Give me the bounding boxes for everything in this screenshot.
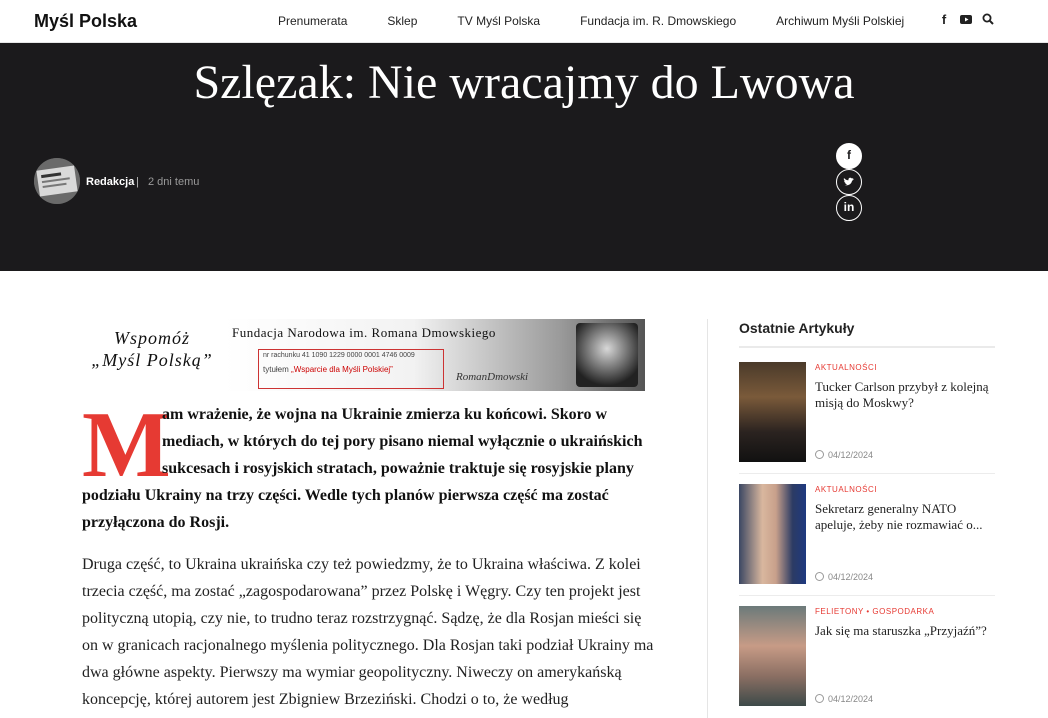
sidebar-article-thumbnail[interactable]: [739, 484, 806, 584]
banner-appeal-line2: „Myśl Polską”: [91, 350, 213, 370]
article-dropcap: M: [82, 393, 171, 497]
nav-item-sklep[interactable]: Sklep: [387, 14, 418, 28]
author-avatar[interactable]: [34, 158, 80, 204]
sidebar-title-rule: [739, 346, 995, 348]
sidebar-article-date-text: 04/12/2024: [828, 694, 874, 704]
nav-item-prenumerata[interactable]: Prenumerata: [278, 14, 348, 28]
body-line-4: on w granicach racjonalnego myślenia politycznego. Dla Rosjan taki podział Ukrainy ma: [82, 637, 654, 654]
body-line-1: Druga część, to Ukraina ukraińska czy też powiedzmy, że to Ukraina właściwa. Z kolei: [82, 556, 641, 573]
author-name[interactable]: Redakcja: [86, 176, 135, 188]
sidebar-article-card[interactable]: [739, 484, 995, 588]
sidebar-divider: [707, 319, 708, 718]
facebook-icon[interactable]: f: [941, 12, 947, 27]
sidebar-card-divider: [739, 473, 995, 474]
banner-signature: RomanDmowski: [456, 371, 529, 383]
share-linkedin-button[interactable]: in: [836, 195, 862, 221]
lead-line-3: sukcesach i rosyjskich stratach, poważnie traktuje się rosyjskie plany: [162, 460, 634, 477]
site-logo[interactable]: Myśl Polska: [34, 11, 138, 31]
body-line-6: koncepcję, której autorem jest Zbigniew Brzeziński. Chodzi o to, że według: [82, 691, 569, 708]
banner-appeal-line1: Wspomóż: [113, 328, 190, 348]
share-twitter-button[interactable]: [836, 169, 862, 195]
donation-banner[interactable]: [82, 319, 645, 391]
banner-account-number: nr rachunku 41 1090 1229 0000 0001 4746 0009: [263, 352, 415, 359]
banner-account-box: [258, 349, 444, 389]
lead-line-1: am wrażenie, że wojna na Ukrainie zmierza ku końcowi. Skoro w: [162, 406, 607, 423]
nav-item-archiwum[interactable]: Archiwum Myśli Polskiej: [776, 14, 905, 28]
main-nav: [278, 14, 944, 28]
body-line-2: trzecia część, ma zostać „zagospodarowana” przez Polskę i Węgry. Czy ten projekt jest: [82, 583, 641, 600]
body-line-5: dwa główne aspekty. Pierwszy ma wymiar geopolityczny. Niweczy on amerykańską: [82, 664, 622, 681]
banner-title-label: tytułem: [263, 365, 289, 374]
sidebar-article-card[interactable]: [739, 606, 995, 710]
sidebar-article-category[interactable]: AKTUALNOŚCI: [815, 363, 877, 372]
sidebar-article-date-text: 04/12/2024: [828, 450, 874, 460]
sidebar-article-thumbnail[interactable]: [739, 606, 806, 706]
banner-title-line: [263, 365, 439, 374]
body-line-3: polityczną utopią, czy nie, to trudno teraz rozstrzygnąć. Sądzę, że dla Rosjan mieści się: [82, 610, 642, 627]
sidebar-article-category[interactable]: FELIETONY • GOSPODARKA: [815, 607, 935, 616]
clock-icon: [815, 694, 824, 703]
sidebar-article-title[interactable]: Sekretarz generalny NATO apeluje, żeby nie rozmawiać o...: [815, 501, 983, 532]
nav-item-tv[interactable]: TV Myśl Polska: [457, 14, 541, 28]
article-date: 2 dni temu: [148, 176, 200, 188]
meta-separator: |: [136, 176, 139, 188]
header-icons: [938, 12, 994, 28]
sidebar-article-card[interactable]: [739, 362, 995, 466]
sidebar-article-title[interactable]: Jak się ma staruszka „Przyjaźń”?: [815, 623, 987, 638]
sidebar-title: Ostatnie Artykuły: [739, 320, 855, 336]
banner-portrait-image: [576, 323, 638, 387]
sidebar-article-thumbnail[interactable]: [739, 362, 806, 462]
top-navbar: [0, 0, 1048, 43]
clock-icon: [815, 450, 824, 459]
sidebar-article-date: [815, 450, 873, 460]
banner-foundation-panel: [224, 319, 645, 391]
search-icon[interactable]: [982, 12, 994, 28]
lead-line-4: podziału Ukrainy na trzy części. Wedle tych planów pierwsza część ma zostać: [82, 487, 609, 504]
sidebar-article-date-text: 04/12/2024: [828, 572, 874, 582]
nav-item-fundacja[interactable]: Fundacja im. R. Dmowskiego: [580, 14, 737, 28]
twitter-icon: [843, 176, 855, 188]
banner-foundation-name: Fundacja Narodowa im. Romana Dmowskiego: [232, 325, 496, 340]
banner-title-value: „Wsparcie dla Myśli Polskiej”: [291, 365, 393, 374]
banner-appeal: [82, 327, 222, 371]
sidebar-article-date: [815, 572, 873, 582]
article-hero: [0, 43, 1048, 271]
share-facebook-button[interactable]: f: [836, 143, 862, 169]
sidebar-article-category[interactable]: AKTUALNOŚCI: [815, 485, 877, 494]
lead-line-2: mediach, w których do tej pory pisano niemal wyłącznie o ukraińskich: [162, 433, 643, 450]
youtube-icon[interactable]: [960, 12, 972, 28]
article-title: Szlęzak: Nie wracajmy do Lwowa: [193, 56, 855, 109]
sidebar-card-divider: [739, 595, 995, 596]
clock-icon: [815, 572, 824, 581]
sidebar-article-title[interactable]: Tucker Carlson przybył z kolejną misją do Moskwy?: [815, 379, 989, 410]
lead-line-5: przyłączona do Rosji.: [82, 514, 230, 531]
sidebar-article-date: [815, 694, 873, 704]
